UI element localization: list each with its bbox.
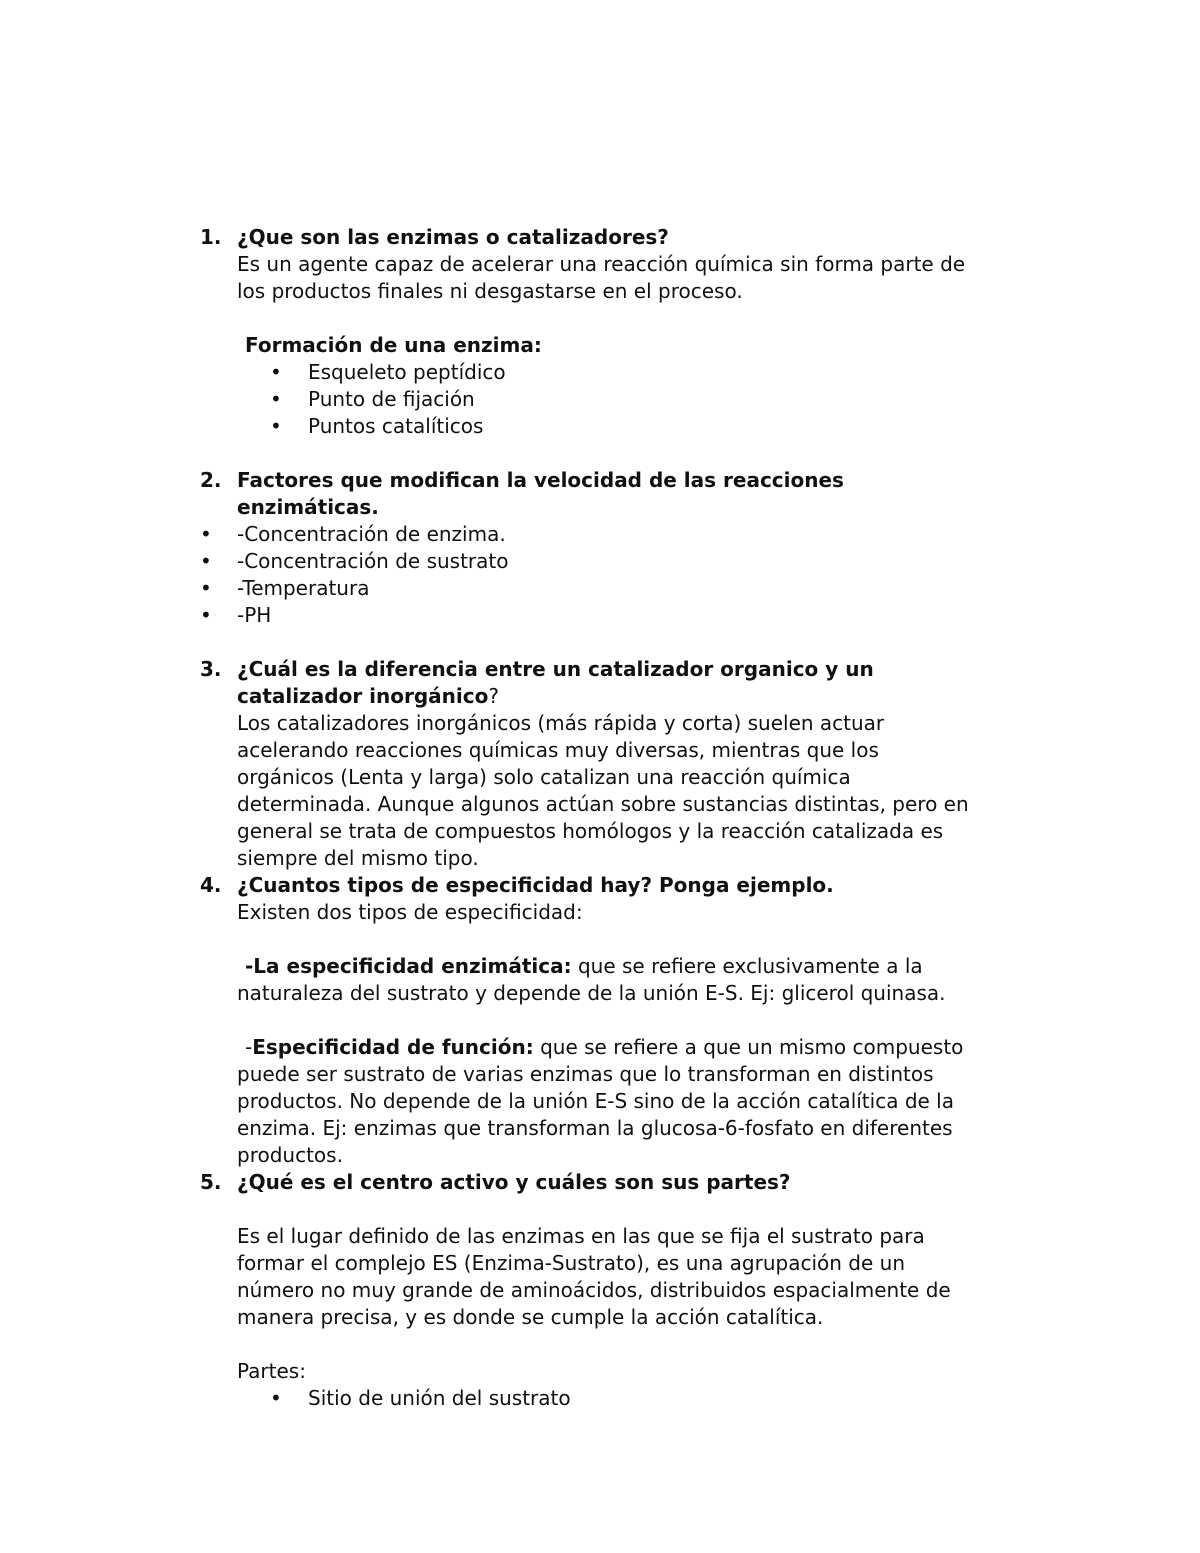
q1-answer-line: los productos finales ni desgastarse en el proceso. xyxy=(237,279,743,303)
list-item: -Concentración de enzima. xyxy=(237,522,506,546)
q1-question: ¿Que son las enzimas o catalizadores? xyxy=(237,225,669,249)
list-item: Sitio de unión del sustrato xyxy=(308,1386,571,1410)
q3-answer-line: determinada. Aunque algunos actúan sobre sustancias distintas, pero en xyxy=(237,792,969,816)
q4-type1-label: -La especificidad enzimática: xyxy=(245,954,572,978)
list-item: Punto de fijación xyxy=(308,387,475,411)
q4-type1-line xyxy=(245,953,923,980)
q3-answer-line: acelerando reacciones químicas muy diversas, mientras que los xyxy=(237,738,879,762)
q4-type2-line: productos. xyxy=(237,1143,343,1167)
q5-answer-line: manera precisa, y es donde se cumple la acción catalítica. xyxy=(237,1305,824,1329)
q3-question-line-wrap xyxy=(237,683,499,710)
q4-question: ¿Cuantos tipos de especificidad hay? Ponga ejemplo. xyxy=(237,873,834,897)
list-item: -PH xyxy=(237,603,272,627)
q3-question-line: catalizador inorgánico xyxy=(237,684,489,708)
q4-type2-label: Especificidad de función: xyxy=(252,1035,534,1059)
q4-type2-line: puede ser sustrato de varias enzimas que lo transforman en distintos xyxy=(237,1062,934,1086)
q5-number: 5. xyxy=(200,1170,222,1194)
list-item: -Concentración de sustrato xyxy=(237,549,509,573)
bullet-icon: • xyxy=(200,549,212,573)
list-item: -Temperatura xyxy=(237,576,370,600)
bullet-icon: • xyxy=(270,1386,282,1410)
q4-type2-line: enzima. Ej: enzimas que transforman la glucosa-6-fosfato en diferentes xyxy=(237,1116,953,1140)
q3-answer-line: siempre del mismo tipo. xyxy=(237,846,479,870)
q2-question-line: enzimáticas. xyxy=(237,495,379,519)
bullet-icon: • xyxy=(270,360,282,384)
q4-type1-line: naturaleza del sustrato y depende de la unión E-S. Ej: glicerol quinasa. xyxy=(237,981,946,1005)
q4-type2-text: que se refiere a que un mismo compuesto xyxy=(533,1035,964,1059)
q3-number: 3. xyxy=(200,657,222,681)
q2-number: 2. xyxy=(200,468,222,492)
q3-question-mark: ? xyxy=(488,684,499,708)
q1-answer-line: Es un agente capaz de acelerar una reacción química sin forma parte de xyxy=(237,252,966,276)
q2-question-line: Factores que modifican la velocidad de las reacciones xyxy=(237,468,844,492)
q5-answer-line: número no muy grande de aminoácidos, distribuidos espacialmente de xyxy=(237,1278,951,1302)
bullet-icon: • xyxy=(200,603,212,627)
q4-type2-line xyxy=(245,1034,963,1061)
q5-parts-label: Partes: xyxy=(237,1359,306,1383)
q3-answer-line: orgánicos (Lenta y larga) solo catalizan una reacción química xyxy=(237,765,851,789)
q4-type1-text: que se refiere exclusivamente a la xyxy=(571,954,923,978)
q5-answer-line: Es el lugar definido de las enzimas en las que se fija el sustrato para xyxy=(237,1224,925,1248)
q4-type2-dash: - xyxy=(245,1035,253,1059)
q3-question-line: ¿Cuál es la diferencia entre un catalizador organico y un xyxy=(237,657,874,681)
q3-answer-line: Los catalizadores inorgánicos (más rápida y corta) suelen actuar xyxy=(237,711,885,735)
bullet-icon: • xyxy=(270,387,282,411)
q4-intro: Existen dos tipos de especificidad: xyxy=(237,900,583,924)
bullet-icon: • xyxy=(200,576,212,600)
list-item: Puntos catalíticos xyxy=(308,414,484,438)
q5-answer-line: formar el complejo ES (Enzima-Sustrato), es una agrupación de un xyxy=(237,1251,906,1275)
q4-number: 4. xyxy=(200,873,222,897)
q1-number: 1. xyxy=(200,225,222,249)
q1-subheading: Formación de una enzima: xyxy=(245,333,542,357)
list-item: Esqueleto peptídico xyxy=(308,360,506,384)
q3-answer-line: general se trata de compuestos homólogos y la reacción catalizada es xyxy=(237,819,944,843)
bullet-icon: • xyxy=(270,414,282,438)
bullet-icon: • xyxy=(200,522,212,546)
q4-type2-line: productos. No depende de la unión E-S sino de la acción catalítica de la xyxy=(237,1089,954,1113)
q5-question: ¿Qué es el centro activo y cuáles son sus partes? xyxy=(237,1170,791,1194)
